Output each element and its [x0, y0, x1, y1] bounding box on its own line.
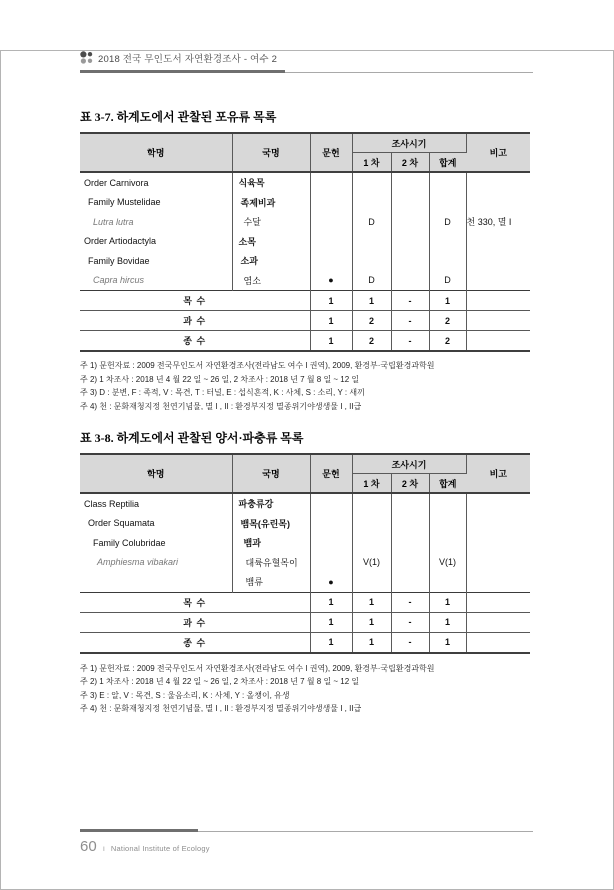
survey1-cell [352, 232, 391, 252]
col-header-literature: 문헌 [310, 133, 352, 172]
dots-grid-icon [80, 51, 93, 64]
header-rule-thick [80, 70, 285, 73]
total-cell [429, 514, 466, 534]
sci-name-cell: Family Mustelidae [80, 193, 232, 213]
col-header-sci-name: 학명 [80, 454, 232, 493]
col-header-kor-name: 국명 [232, 454, 310, 493]
table-summary [80, 592, 530, 653]
summary-row-orders [80, 291, 530, 311]
summary-label: 과 수 [80, 311, 310, 331]
total-cell: D [429, 271, 466, 291]
survey2-cell [391, 172, 429, 193]
survey2-cell [391, 572, 429, 592]
literature-dot: ● [310, 271, 352, 291]
survey2-count: - [391, 291, 429, 311]
remarks-cell [466, 193, 530, 213]
survey1-count: 1 [352, 592, 391, 612]
page-content [0, 50, 614, 716]
remarks-cell [466, 632, 530, 653]
col-header-survey-total: 합계 [429, 474, 466, 494]
survey2-count: - [391, 331, 429, 352]
survey2-cell [391, 232, 429, 252]
table-3-8-title: 표 3-8. 하계도에서 관찰된 양서·파충류 목록 [80, 431, 304, 445]
literature-count: 1 [310, 592, 352, 612]
table-body [80, 493, 530, 592]
total-count: 2 [429, 331, 466, 352]
summary-row-families [80, 311, 530, 331]
remarks-cell [466, 172, 530, 193]
table-row [80, 553, 530, 573]
table-row [80, 232, 530, 252]
survey2-cell [391, 514, 429, 534]
col-header-survey-2: 2 차 [391, 153, 429, 173]
survey2-count: - [391, 612, 429, 632]
note-line: 주 2) 1 차조사 : 2018 년 4 월 22 일 ~ 26 일, 2 차조사 : 2018 년 7 월 8 일 ~ 12 일 [80, 677, 360, 686]
report-page [0, 50, 614, 890]
remarks-cell [466, 232, 530, 252]
kor-name-cell: 식육목 [232, 172, 310, 193]
table-row [80, 212, 530, 232]
survey2-cell [391, 553, 429, 573]
summary-row-species [80, 632, 530, 653]
running-head: 2018 전국 무인도서 자연환경조사 - 여수 2 [98, 53, 278, 65]
kor-name-cell: 뱀목(유린목) [232, 514, 310, 534]
table-3-7 [80, 132, 530, 352]
footer-rule [80, 829, 533, 832]
remarks-cell [466, 271, 530, 291]
survey1-cell [352, 193, 391, 213]
total-cell [429, 493, 466, 514]
kor-name-cell: 염소 [232, 271, 310, 291]
table-row [80, 572, 530, 592]
survey1-cell: V(1) [352, 553, 391, 573]
total-count: 1 [429, 592, 466, 612]
literature-cell [310, 172, 352, 193]
table-3-7-notes [80, 359, 533, 413]
table-summary [80, 291, 530, 352]
note-line: 주 1) 문헌자료 : 2009 전국무인도서 자연환경조사(전라남도 여수 I 권역), 2009, 환경부·국립환경과학원 [80, 663, 435, 673]
kor-name-cell: 대륙유혈목이 [232, 553, 310, 573]
survey1-cell: D [352, 271, 391, 291]
total-count: 1 [429, 291, 466, 311]
survey1-cell [352, 172, 391, 193]
summary-label: 종 수 [80, 331, 310, 352]
literature-cell [310, 193, 352, 213]
kor-name-cell: 뱀류 [232, 572, 310, 592]
survey1-cell: D [352, 212, 391, 232]
total-count: 2 [429, 311, 466, 331]
total-count: 1 [429, 632, 466, 653]
literature-cell [310, 212, 352, 232]
note-line: 주 4) 천 : 문화재청지정 천연기념물, 멸 I , II : 환경부지정 멸종위기야생생물 I , II급 [80, 704, 362, 713]
literature-cell [310, 251, 352, 271]
literature-cell [310, 232, 352, 252]
literature-cell [310, 533, 352, 553]
remarks-cell [466, 553, 530, 573]
kor-name-cell: 수달 [232, 212, 310, 232]
total-cell [429, 172, 466, 193]
note-line: 주 3) D : 분변, F : 족적, V : 목견, T : 터널, E : 섭식흔적, K : 사체, S : 소리, Y : 새끼 [80, 388, 365, 397]
note-line: 주 4) 천 : 문화재청지정 천연기념물, 멸 I , II : 환경부지정 멸종위기야생생물 I , II급 [80, 401, 362, 411]
col-header-sci-name: 학명 [80, 133, 232, 172]
sci-name-cell: Lutra lutra [80, 212, 232, 232]
sci-name-cell: Family Bovidae [80, 251, 232, 271]
kor-name-cell: 소과 [232, 251, 310, 271]
remarks-cell: 천 330, 멸 I [466, 217, 512, 228]
survey1-cell [352, 572, 391, 592]
survey1-count: 1 [352, 632, 391, 653]
footer-separator: ı [102, 844, 105, 853]
remarks-cell [466, 251, 530, 271]
total-count: 1 [429, 612, 466, 632]
sci-name-cell: Amphiesma vibakari [80, 553, 232, 573]
survey1-cell [352, 493, 391, 514]
table-3-7-title: 표 3-7. 하계도에서 관찰된 포유류 목록 [80, 110, 277, 124]
survey2-count: - [391, 592, 429, 612]
table-row [80, 193, 530, 213]
col-header-literature: 문헌 [310, 454, 352, 493]
table-row [80, 172, 530, 193]
col-header-remarks: 비고 [466, 133, 530, 172]
footer-rule-thin [198, 831, 533, 832]
survey1-count: 1 [352, 291, 391, 311]
footer-rule-thick [80, 829, 198, 832]
survey1-cell [352, 514, 391, 534]
header-rule-thin [285, 72, 533, 73]
total-cell [429, 251, 466, 271]
kor-name-cell: 족제비과 [232, 193, 310, 213]
note-line: 주 2) 1 차조사 : 2018 년 4 월 22 일 ~ 26 일, 2 차조사 : 2018 년 7 월 8 일 ~ 12 일 [80, 374, 360, 384]
kor-name-cell: 소목 [232, 232, 310, 252]
col-header-remarks: 비고 [466, 454, 530, 493]
table-header [80, 454, 530, 493]
remarks-cell [466, 331, 530, 352]
total-cell: V(1) [429, 553, 466, 573]
col-header-survey-period: 조사시기 [352, 133, 466, 153]
header-rule [80, 70, 533, 73]
literature-count: 1 [310, 632, 352, 653]
summary-row-families [80, 612, 530, 632]
remarks-cell [466, 311, 530, 331]
sci-name-cell: Order Artiodactyla [80, 232, 232, 252]
institute-name: National Institute of Ecology [110, 844, 210, 853]
literature-count: 1 [310, 291, 352, 311]
literature-count: 1 [310, 331, 352, 352]
total-cell [429, 232, 466, 252]
sci-name-cell: Order Carnivora [80, 172, 232, 193]
summary-label: 목 수 [80, 592, 310, 612]
total-cell [429, 193, 466, 213]
survey1-count: 2 [352, 311, 391, 331]
table-row [80, 271, 530, 291]
sci-name-cell [80, 572, 232, 592]
summary-row-orders [80, 592, 530, 612]
survey1-count: 2 [352, 331, 391, 352]
kor-name-cell: 파충류강 [232, 493, 310, 514]
table-3-8 [80, 453, 530, 654]
table-3-8-notes [80, 662, 533, 716]
literature-cell [310, 493, 352, 514]
survey2-count: - [391, 632, 429, 653]
page-header [80, 50, 533, 73]
col-header-survey-1: 1 차 [352, 153, 391, 173]
remarks-cell [466, 514, 530, 534]
note-line: 주 1) 문헌자료 : 2009 전국무인도서 자연환경조사(전라남도 여수 I 권역), 2009, 환경부·국립환경과학원 [80, 361, 435, 370]
table-row [80, 533, 530, 553]
col-header-survey-total: 합계 [429, 153, 466, 173]
col-header-survey-2: 2 차 [391, 474, 429, 494]
summary-label: 과 수 [80, 612, 310, 632]
survey2-cell [391, 493, 429, 514]
table-row [80, 251, 530, 271]
sci-name-cell: Class Reptilia [80, 493, 232, 514]
col-header-kor-name: 국명 [232, 133, 310, 172]
table-row [80, 493, 530, 514]
remarks-cell [466, 493, 530, 514]
summary-label: 종 수 [80, 632, 310, 653]
literature-count: 1 [310, 311, 352, 331]
kor-name-cell: 뱀과 [232, 533, 310, 553]
total-cell: D [429, 212, 466, 232]
survey2-cell [391, 251, 429, 271]
survey2-cell [391, 533, 429, 553]
literature-cell [310, 553, 352, 573]
remarks-cell [466, 612, 530, 632]
total-cell [429, 533, 466, 553]
survey2-cell [391, 271, 429, 291]
table-header [80, 133, 530, 172]
remarks-cell [466, 291, 530, 311]
survey1-cell [352, 251, 391, 271]
survey2-count: - [391, 311, 429, 331]
total-cell [429, 572, 466, 592]
summary-row-species [80, 331, 530, 352]
sci-name-cell: Capra hircus [80, 271, 232, 291]
col-header-survey-period: 조사시기 [352, 454, 466, 474]
literature-dot: ● [310, 572, 352, 592]
remarks-cell [466, 592, 530, 612]
remarks-cell [466, 533, 530, 553]
literature-count: 1 [310, 612, 352, 632]
literature-cell [310, 514, 352, 534]
sci-name-cell: Order Squamata [80, 514, 232, 534]
sci-name-cell: Family Colubridae [80, 533, 232, 553]
page-number: 60 [80, 838, 97, 855]
survey2-cell [391, 212, 429, 232]
col-header-survey-1: 1 차 [352, 474, 391, 494]
table-body [80, 172, 530, 291]
summary-label: 목 수 [80, 291, 310, 311]
survey2-cell [391, 193, 429, 213]
remarks-cell [466, 572, 530, 592]
table-row [80, 514, 530, 534]
survey1-count: 1 [352, 612, 391, 632]
note-line: 주 3) E : 알, V : 목견, S : 울음소리, K : 사체, Y : 올챙이, 유생 [80, 690, 290, 700]
survey1-cell [352, 533, 391, 553]
